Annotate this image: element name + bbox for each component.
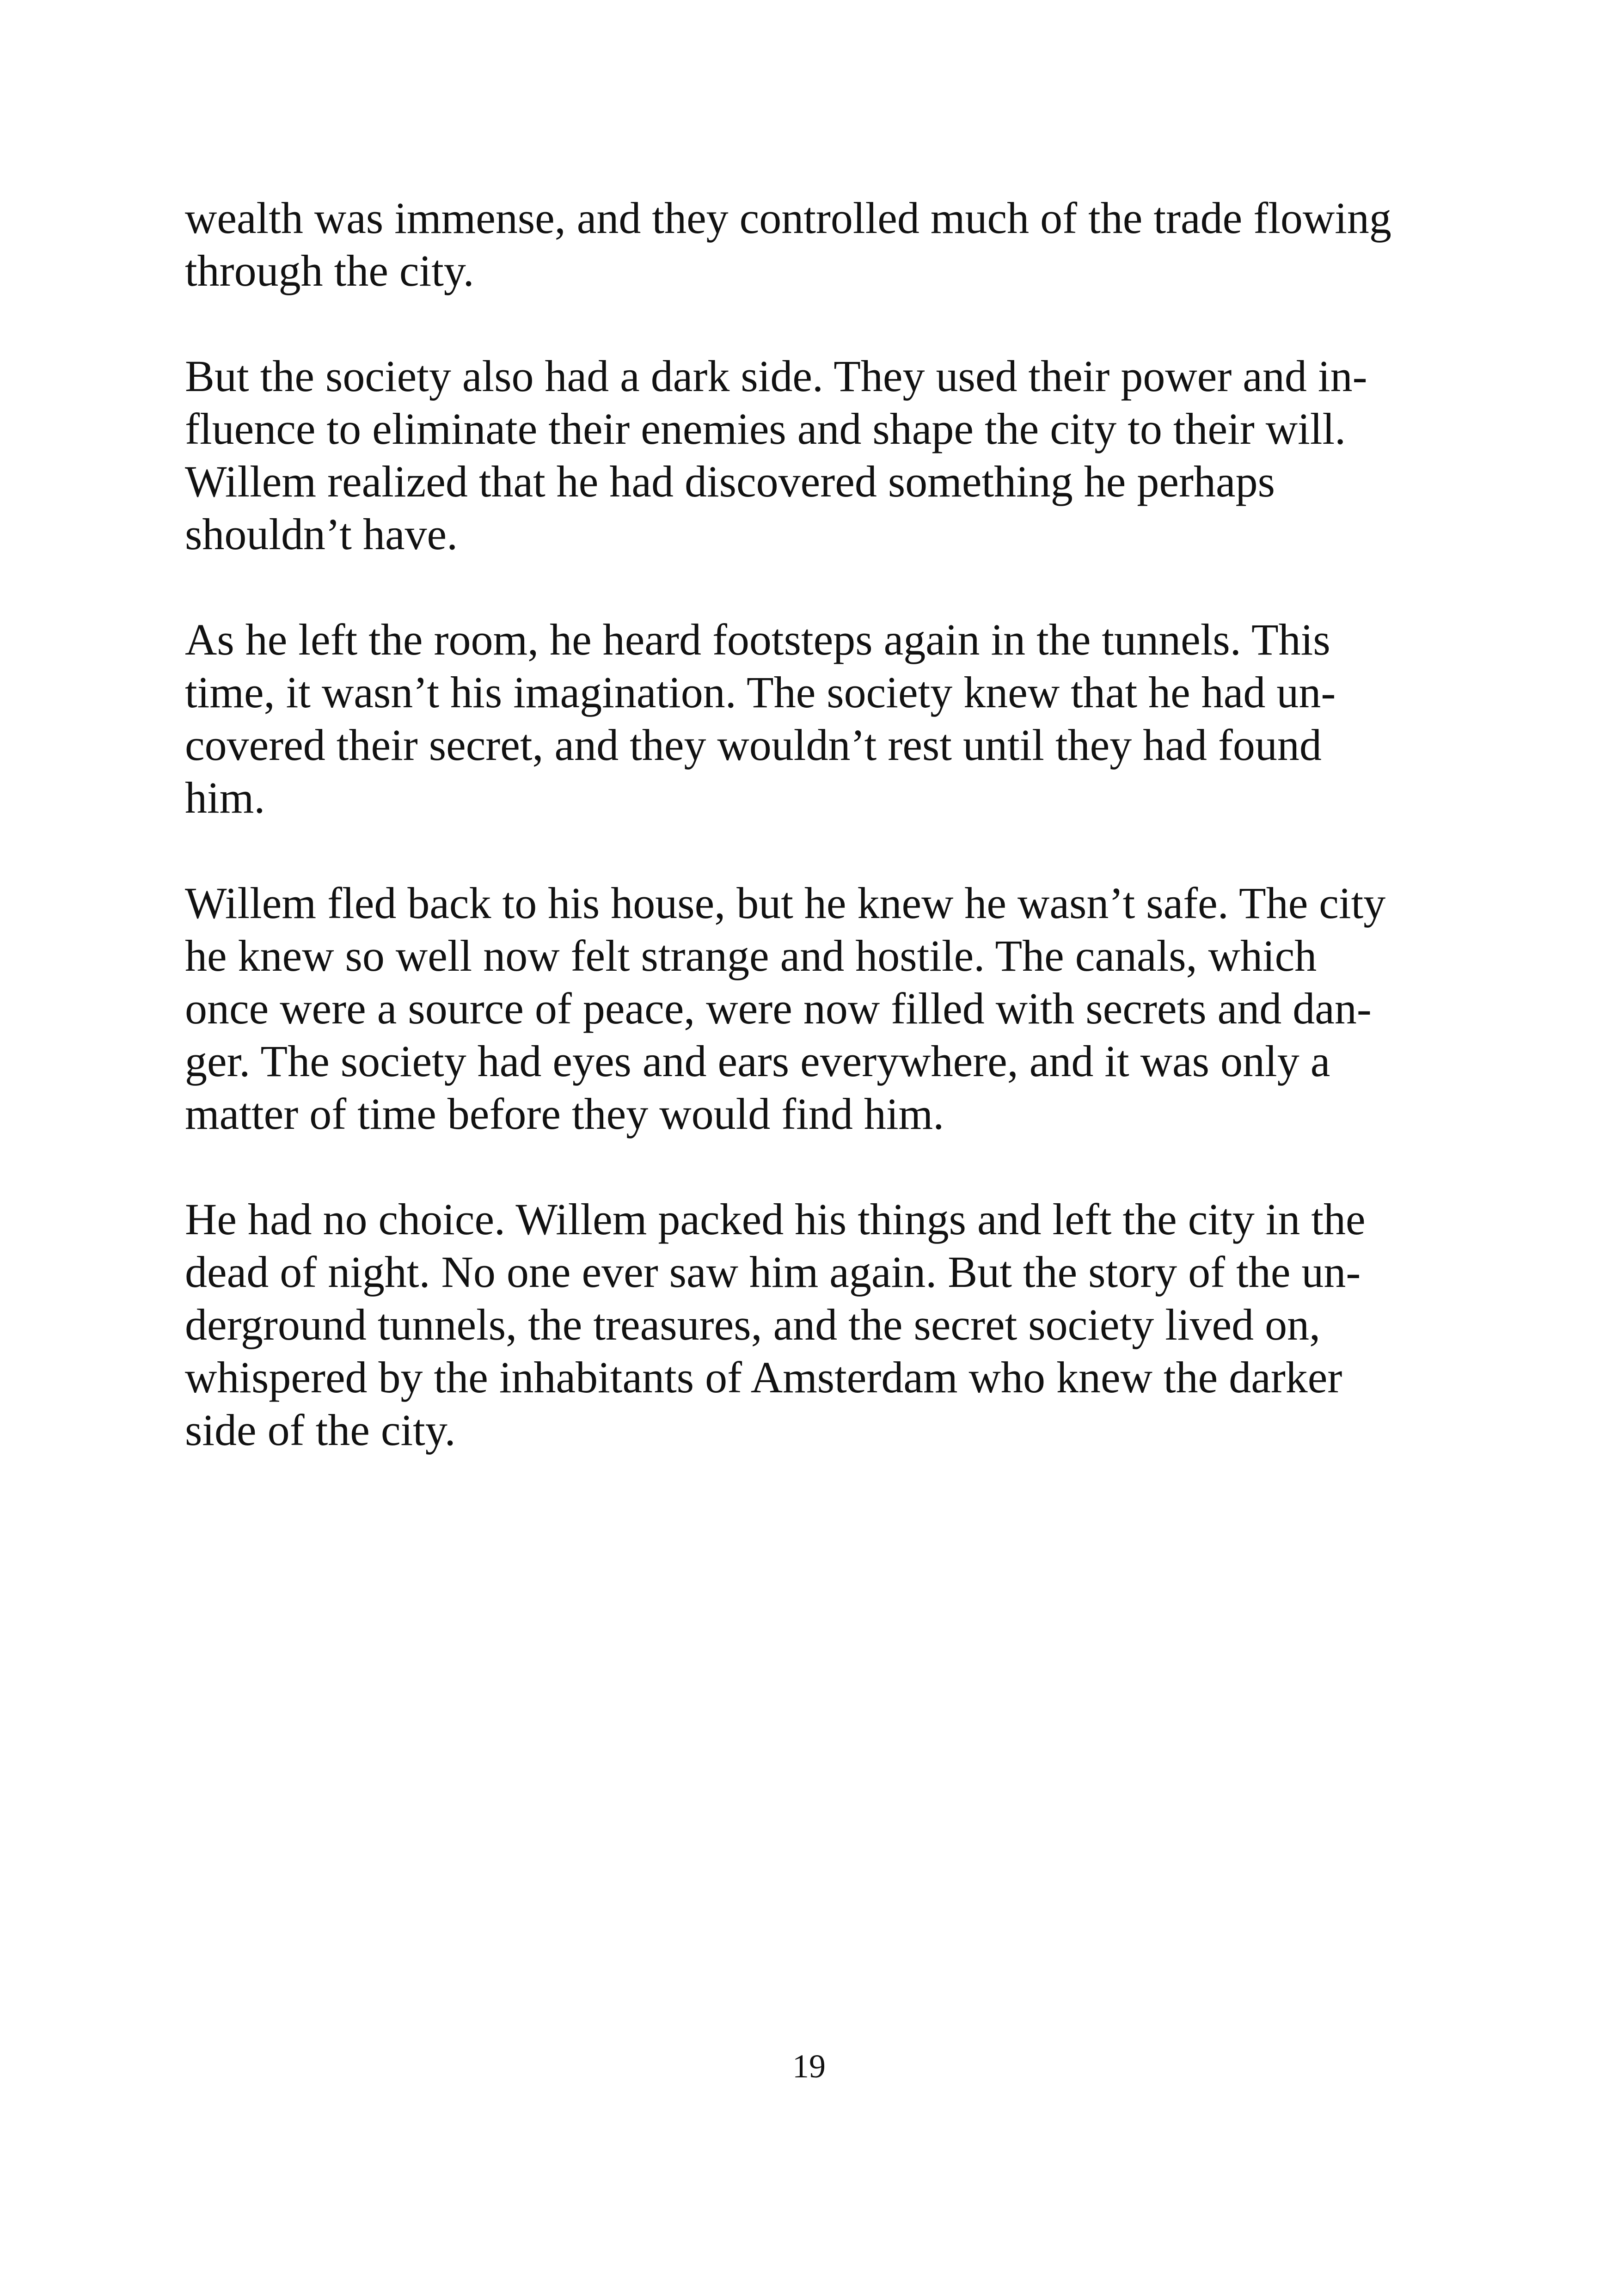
text-line: through the city. xyxy=(185,246,474,295)
text-line: shouldn’t have. xyxy=(185,509,458,559)
text-line: Willem fled back to his house, but he knew he wasn’t safe. The city xyxy=(185,878,1386,928)
body-text xyxy=(185,192,1442,1509)
text-line: whispered by the inhabitants of Amsterdam who knew the darker xyxy=(185,1353,1342,1402)
text-line: But the society also had a dark side. They used their power and in- xyxy=(185,351,1367,401)
paragraph-3 xyxy=(185,613,1442,824)
paragraph-4 xyxy=(185,877,1442,1140)
text-line: matter of time before they would find him. xyxy=(185,1089,944,1139)
text-line: dead of night. No one ever saw him again. But the story of the un- xyxy=(185,1247,1361,1297)
text-line: wealth was immense, and they controlled much of the trade flowing xyxy=(185,193,1391,243)
text-line: fluence to eliminate their enemies and shape the city to their will. xyxy=(185,404,1346,453)
text-line: once were a source of peace, were now filled with secrets and dan- xyxy=(185,984,1372,1033)
text-line: Willem realized that he had discovered something he perhaps xyxy=(185,457,1275,506)
page-number: 19 xyxy=(792,2048,826,2085)
paragraph-5 xyxy=(185,1193,1442,1457)
text-line: He had no choice. Willem packed his things and left the city in the xyxy=(185,1194,1366,1244)
text-line: him. xyxy=(185,773,265,822)
text-line: derground tunnels, the treasures, and the secret society lived on, xyxy=(185,1300,1321,1349)
paragraph-2 xyxy=(185,350,1442,561)
text-line: ger. The society had eyes and ears everywhere, and it was only a xyxy=(185,1036,1330,1086)
text-line: side of the city. xyxy=(185,1405,456,1455)
text-line: As he left the room, he heard footsteps again in the tunnels. This xyxy=(185,615,1330,664)
paragraph-1 xyxy=(185,192,1442,297)
text-line: covered their secret, and they wouldn’t rest until they had found xyxy=(185,720,1322,770)
text-line: he knew so well now felt strange and hostile. The canals, which xyxy=(185,931,1317,980)
text-line: time, it wasn’t his imagination. The society knew that he had un- xyxy=(185,667,1336,717)
